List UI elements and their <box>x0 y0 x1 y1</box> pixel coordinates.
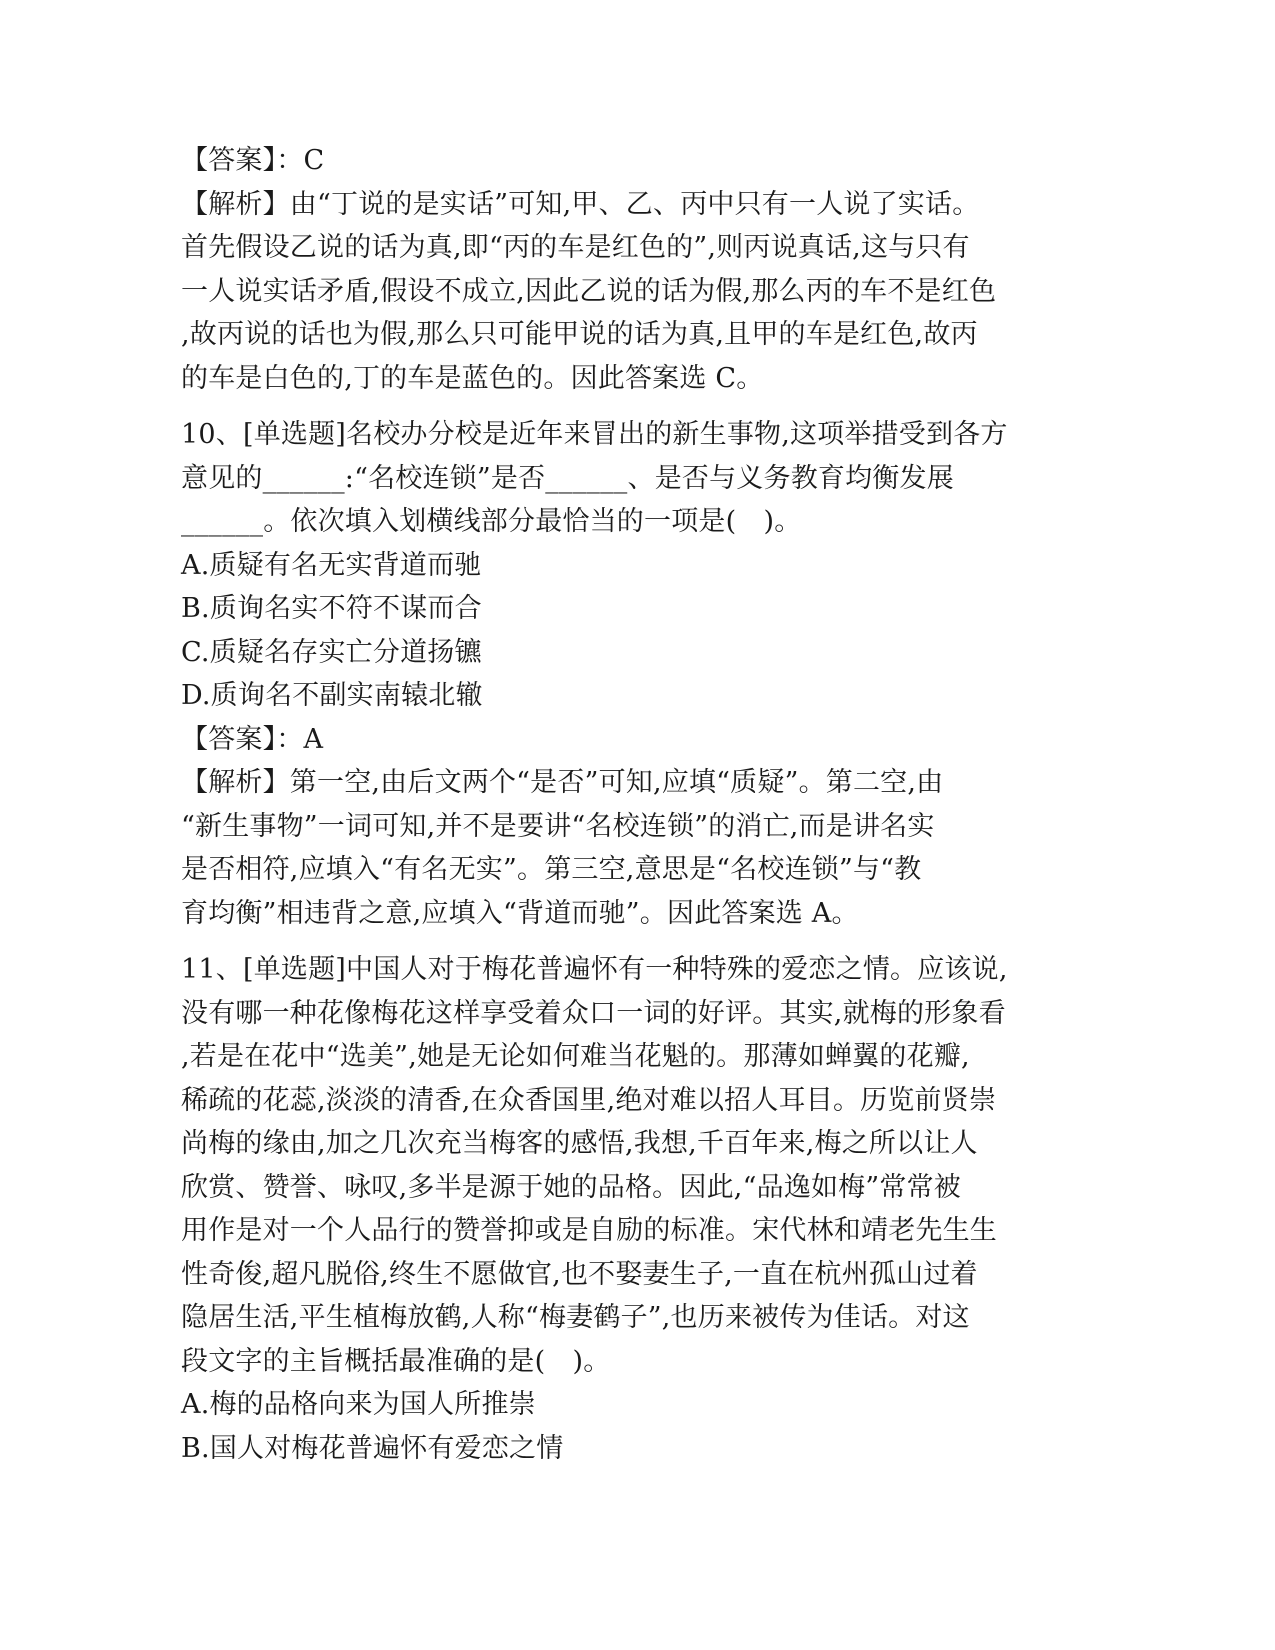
question-line: ,若是在花中“选美”,她是无论如何难当花魁的。那薄如蝉翼的花瓣, <box>181 1041 970 1072</box>
q9-analysis-block <box>181 183 1031 401</box>
question-line: 性奇俊,超凡脱俗,终生不愿做官,也不娶妻生子,一直在杭州孤山过着 <box>181 1258 978 1290</box>
question-line: 11、[单选题]中国人对于梅花普遍怀有一种特殊的爱恋之情。应该说, <box>181 954 1008 985</box>
question-line: 用作是对一个人品行的赞誉抑或是自励的标准。宋代林和靖老先生生 <box>181 1215 997 1246</box>
document-page <box>181 139 1031 1470</box>
question-line: 10、[单选题]名校办分校是近年来冒出的新生事物,这项举措受到各方 <box>181 419 1008 450</box>
q10-question-block <box>181 413 1031 544</box>
option-d: D.质询名不副实南辕北辙 <box>181 680 483 711</box>
question-line: ______。依次填入划横线部分最恰当的一项是( )。 <box>181 506 802 537</box>
analysis-line: 【解析】由“丁说的是实话”可知,甲、乙、丙中只有一人说了实话。 <box>181 188 980 220</box>
option-a: A.梅的品格向来为国人所推崇 <box>181 1389 536 1420</box>
analysis-line: “新生事物”一词可知,并不是要讲“名校连锁”的消亡,而是讲名实 <box>181 810 935 842</box>
question-line: 段文字的主旨概括最准确的是( )。 <box>181 1345 611 1377</box>
question-line: 尚梅的缘由,加之几次充当梅客的感悟,我想,千百年来,梅之所以让人 <box>181 1128 978 1159</box>
option-b: B.国人对梅花普遍怀有爱恋之情 <box>181 1432 564 1464</box>
answer-label: 【答案】：A <box>181 723 324 755</box>
question-line: 欣赏、赞誉、咏叹,多半是源于她的品格。因此,“品逸如梅”常常被 <box>181 1171 961 1203</box>
section-gap <box>181 400 1031 413</box>
analysis-line: 育均衡”相违背之意,应填入“背道而驰”。因此答案选 A。 <box>181 897 859 929</box>
option-b: B.质询名实不符不谋而合 <box>181 593 482 624</box>
q9-answer-block <box>181 139 1031 183</box>
q11-options <box>181 1383 1031 1470</box>
question-line: 隐居生活,平生植梅放鹤,人称“梅妻鹤子”,也历来被传为佳话。对这 <box>181 1302 970 1333</box>
analysis-line: 【解析】第一空,由后文两个“是否”可知,应填“质疑”。第二空,由 <box>181 767 944 798</box>
option-c: C.质疑名存实亡分道扬镳 <box>181 636 482 668</box>
answer-label: 【答案】：C <box>181 145 325 176</box>
option-a: A.质疑有名无实背道而驰 <box>181 549 482 581</box>
question-line: 意见的______:“名校连锁”是否______、是否与义务教育均衡发展 <box>181 462 954 494</box>
analysis-line: 是否相符,应填入“有名无实”。第三空,意思是“名校连锁”与“教 <box>181 854 922 885</box>
question-line: 稀疏的花蕊,淡淡的清香,在众香国里,绝对难以招人耳目。历览前贤崇 <box>181 1084 997 1116</box>
analysis-line: 首先假设乙说的话为真,即“丙的车是红色的”,则丙说真话,这与只有 <box>181 232 970 263</box>
q11-question-block <box>181 948 1031 1383</box>
analysis-line: 的车是白色的,丁的车是蓝色的。因此答案选 C。 <box>181 362 764 394</box>
q10-options <box>181 544 1031 718</box>
q10-analysis-block <box>181 761 1031 935</box>
analysis-line: ,故丙说的话也为假,那么只可能甲说的话为真,且甲的车是红色,故丙 <box>181 319 978 350</box>
analysis-line: 一人说实话矛盾,假设不成立,因此乙说的话为假,那么丙的车不是红色 <box>181 275 997 307</box>
section-gap <box>181 935 1031 948</box>
question-line: 没有哪一种花像梅花这样享受着众口一词的好评。其实,就梅的形象看 <box>181 997 1006 1029</box>
